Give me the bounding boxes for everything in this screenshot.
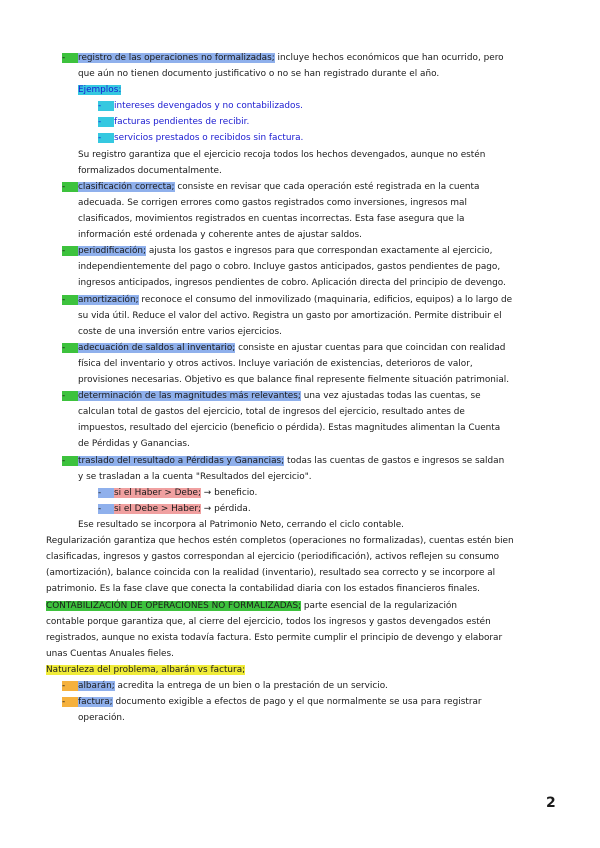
sub-item: - si el Haber > Debe; → beneficio. (98, 488, 258, 498)
term-highlight: periodificación; (78, 246, 147, 256)
term-highlight: albarán; (78, 681, 115, 691)
list-item: - albarán; acredita la entrega de un bien o la prestación de un servicio. (62, 681, 388, 691)
text-line: Regularización garantiza que hechos estén completos (operaciones no formalizadas), cuentas estén bien (46, 536, 514, 546)
text-line: Ese resultado se incorpora al Patrimonio Neto, cerrando el ciclo contable. (78, 520, 404, 530)
text-line: adecuada. Se corrigen errores como gastos registrados como inversiones, ingresos mal (78, 198, 467, 208)
text-line: independientemente del pago o cobro. Incluye gastos anticipados, gastos pendientes de pago, (78, 262, 501, 272)
text-line: operación. (78, 713, 125, 723)
list-item: - determinación de las magnitudes más relevantes; una vez ajustadas todas las cuentas, se (62, 391, 481, 401)
text-line: impuestos, resultado del ejercicio (beneficio o pérdida). Estas magnitudes alimentan la Cuenta (78, 423, 501, 433)
examples-label: Ejemplos: (78, 85, 122, 95)
term-highlight: factura; (78, 697, 113, 707)
list-item: - clasificación correcta; consiste en revisar que cada operación esté registrada en la cuenta (62, 182, 480, 192)
text-line: que aún no tienen documento justificativo o no se han registrado durante el año. (78, 69, 440, 79)
example-item: - intereses devengados y no contabilizados. (98, 101, 303, 111)
example-item: - facturas pendientes de recibir. (98, 117, 250, 127)
text-line: clasificadas, ingresos y gastos correspondan al ejercicio (periodificación), activos reflejen su consumo (46, 552, 500, 562)
text-line: Su registro garantiza que el ejercicio recoja todos los hechos devengados, aunque no estén (78, 150, 486, 160)
section-heading: CONTABILIZACIÓN DE OPERACIONES NO FORMALIZADAS; parte esencial de la regularización (46, 601, 457, 611)
text-line: formalizados documentalmente. (78, 166, 222, 176)
text-line: registrados, aunque no exista todavía factura. Esto permite cumplir el principio de devengo y elaborar (46, 633, 503, 643)
text-line: ingresos anticipados, ingresos pendientes de cobro. Aplicación directa del principio de devengo. (78, 278, 506, 288)
text-line: su vida útil. Reduce el valor del activo. Registra un gasto por amortización. Permite distribuir el (78, 311, 502, 321)
heading-highlight: Naturaleza del problema, albarán vs factura; (46, 665, 246, 675)
term-highlight: traslado del resultado a Pérdidas y Ganancias; (78, 456, 285, 466)
text-line: contable porque garantiza que, al cierre del ejercicio, todos los ingresos y gastos devengados estén (46, 617, 491, 627)
text-line: coste de una inversión entre varios ejercicios. (78, 327, 282, 337)
text-line: calculan total de gastos del ejercicio, total de ingresos del ejercicio, resultado antes de (78, 407, 465, 417)
text-line: de Pérdidas y Ganancias. (78, 439, 190, 449)
text-line: y se trasladan a la cuenta "Resultados del ejercicio". (78, 472, 312, 482)
term-highlight: determinación de las magnitudes más relevantes; (78, 391, 301, 401)
list-item: - factura; documento exigible a efectos de pago y el que normalmente se usa para registrar (62, 697, 482, 707)
text-line: provisiones necesarias. Objetivo es que balance final represente fielmente situación patrimonial. (78, 375, 510, 385)
example-item: - servicios prestados o recibidos sin factura. (98, 133, 304, 143)
term-highlight: clasificación correcta; (78, 182, 175, 192)
list-item: - registro de las operaciones no formalizadas; incluye hechos económicos que han ocurrido, pero (62, 53, 504, 63)
text-line: clasificados, movimientos registrados en cuentas incorrectas. Esta fase asegura que la (78, 214, 465, 224)
list-item: - periodificación; ajusta los gastos e ingresos para que correspondan exactamente al ejercicio, (62, 246, 493, 256)
bullet-dash: - (62, 53, 78, 63)
section-heading (46, 664, 245, 676)
text-line: (amortización), balance coincida con la realidad (inventario), resultado sea correcto y se incorpore al (46, 568, 496, 578)
text-line: información esté ordenada y coherente antes de ajustar saldos. (78, 230, 362, 240)
heading-highlight: CONTABILIZACIÓN DE OPERACIONES NO FORMALIZADAS; (46, 601, 302, 611)
list-item: - adecuación de saldos al inventario; consiste en ajustar cuentas para que coincidan con realidad (62, 343, 506, 353)
text-line: patrimonio. Es la fase clave que conecta la contabilidad diaria con los estados financieros finales. (46, 584, 480, 594)
term-highlight: si el Haber > Debe; (114, 488, 201, 498)
page-number: 2 (546, 795, 556, 811)
text-line: unas Cuentas Anuales fieles. (46, 649, 174, 659)
text-line: física del inventario y otros activos. Incluye variación de existencias, deterioros de valor, (78, 359, 473, 369)
term-highlight: registro de las operaciones no formalizadas; (78, 53, 275, 63)
list-item: - amortización; reconoce el consumo del inmovilizado (maquinaria, edificios, equipos) a lo largo de (62, 295, 513, 305)
term-highlight: amortización; (78, 295, 139, 305)
list-item: - traslado del resultado a Pérdidas y Ganancias; todas las cuentas de gastos e ingresos se saldan (62, 456, 505, 466)
sub-item: - si el Debe > Haber; → pérdida. (98, 504, 251, 514)
term-highlight: si el Debe > Haber; (114, 504, 201, 514)
term-highlight: adecuación de saldos al inventario; (78, 343, 236, 353)
